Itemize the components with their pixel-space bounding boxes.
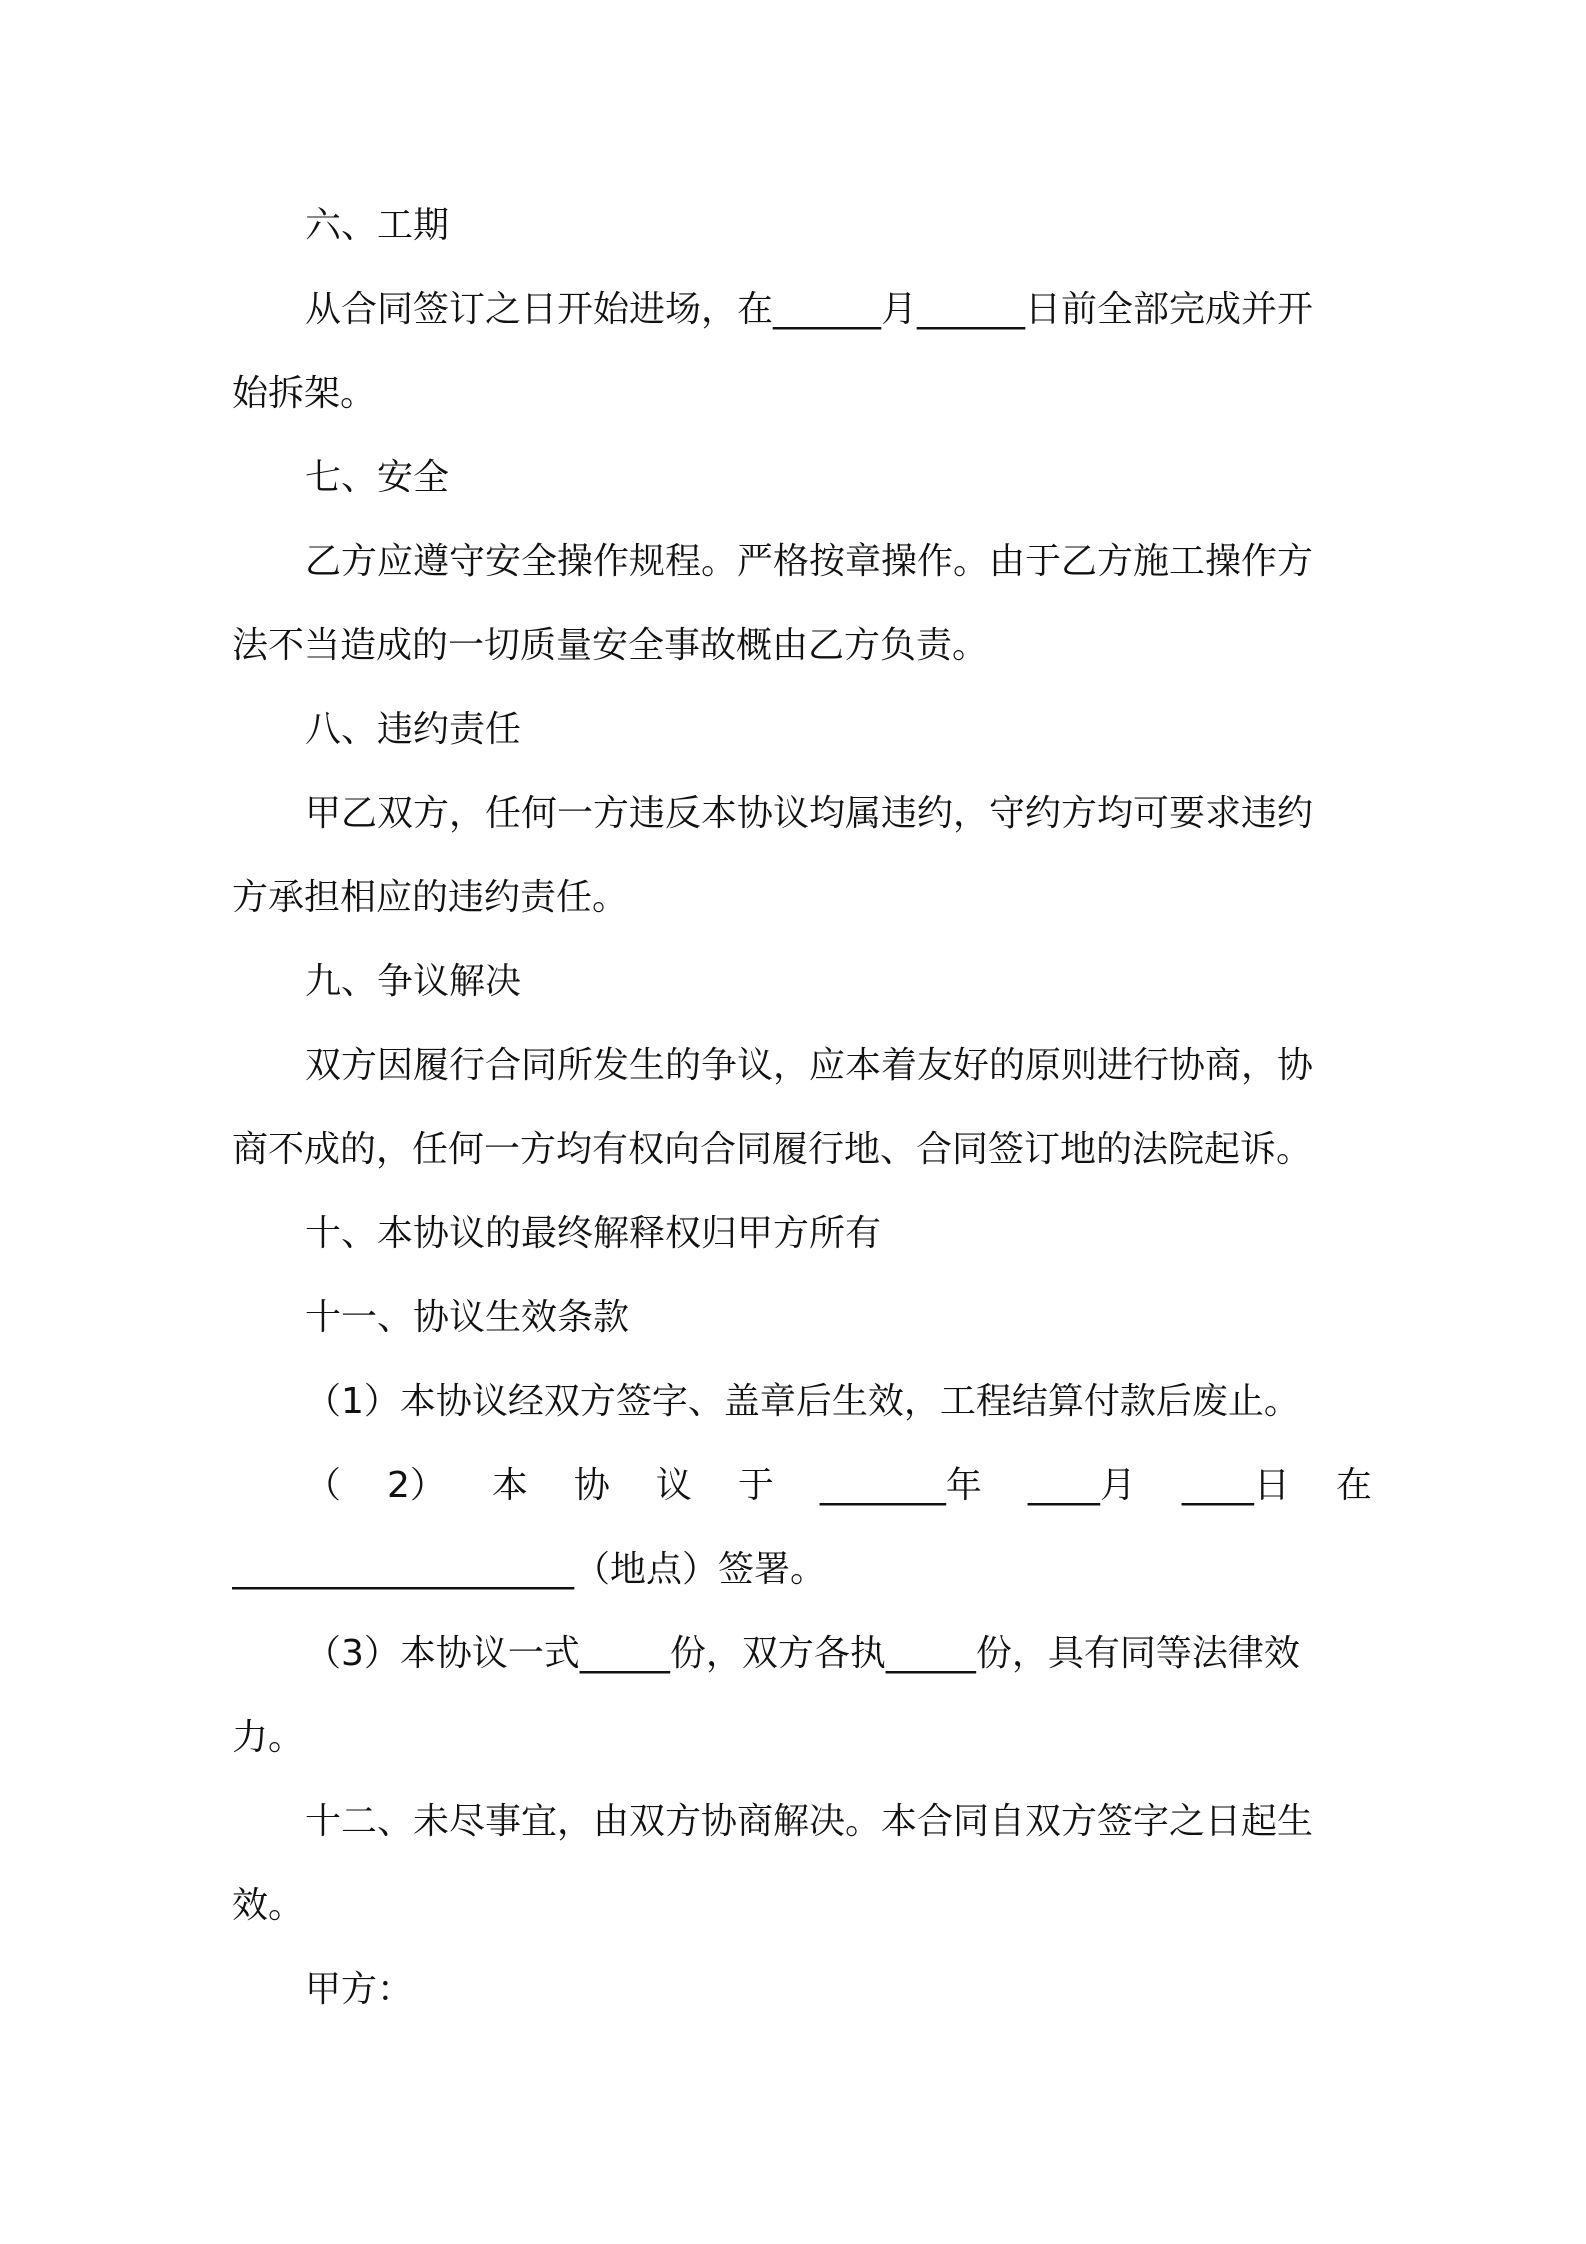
section-7-body-line-1: 乙方应遵守安全操作规程。严格按章操作。由于乙方施工操作方	[305, 541, 1314, 582]
section-12-line-2: 效。	[232, 1885, 305, 1926]
item-2-token: 本	[491, 1465, 528, 1506]
section-7-heading: 七、安全	[305, 457, 450, 498]
section-11-item-2-line-2: ___________________（地点）签署。	[232, 1549, 827, 1590]
section-10-heading: 十、本协议的最终解释权归甲方所有	[305, 1213, 882, 1254]
item-2-token: 在	[1335, 1465, 1372, 1506]
section-11-item-2-line-1	[305, 1464, 1372, 1508]
section-8-body-line-1: 甲乙双方，任何一方违反本协议均属违约，守约方均可要求违约	[305, 793, 1314, 834]
section-6-heading: 六、工期	[305, 205, 450, 246]
section-8-heading: 八、违约责任	[305, 709, 522, 750]
item-2-token: 2）	[387, 1465, 446, 1506]
section-11-heading: 十一、协议生效条款	[305, 1297, 630, 1338]
section-6-body-line-1: 从合同签订之日开始进场，在______月______日前全部完成并开	[305, 289, 1314, 330]
section-8-body-line-2: 方承担相应的违约责任。	[232, 877, 629, 918]
section-9-body-line-1: 双方因履行合同所发生的争议，应本着友好的原则进行协商，协	[305, 1045, 1314, 1086]
item-2-token: ____日	[1181, 1465, 1290, 1506]
section-11-item-1: （1）本协议经双方签字、盖章后生效，工程结算付款后废止。	[305, 1381, 1300, 1422]
section-9-heading: 九、争议解决	[305, 961, 522, 1002]
section-9-body-line-2: 商不成的，任何一方均有权向合同履行地、合同签订地的法院起诉。	[232, 1129, 1313, 1170]
section-7-body-line-2: 法不当造成的一切质量安全事故概由乙方负责。	[232, 625, 989, 666]
item-2-token: ____月	[1027, 1465, 1136, 1506]
item-2-token: 于	[737, 1465, 774, 1506]
section-11-item-3-line-1: （3）本协议一式_____份，双方各执_____份，具有同等法律效	[305, 1633, 1300, 1674]
item-2-token: 议	[655, 1465, 692, 1506]
section-11-item-3-line-2: 力。	[232, 1717, 305, 1758]
item-2-token: （	[305, 1465, 342, 1506]
item-2-token: _______年	[819, 1465, 982, 1506]
party-a-label: 甲方：	[305, 1969, 414, 2010]
item-2-token: 协	[573, 1465, 610, 1506]
section-12-line-1: 十二、未尽事宜，由双方协商解决。本合同自双方签字之日起生	[305, 1801, 1314, 1842]
section-6-body-line-2: 始拆架。	[232, 373, 377, 414]
